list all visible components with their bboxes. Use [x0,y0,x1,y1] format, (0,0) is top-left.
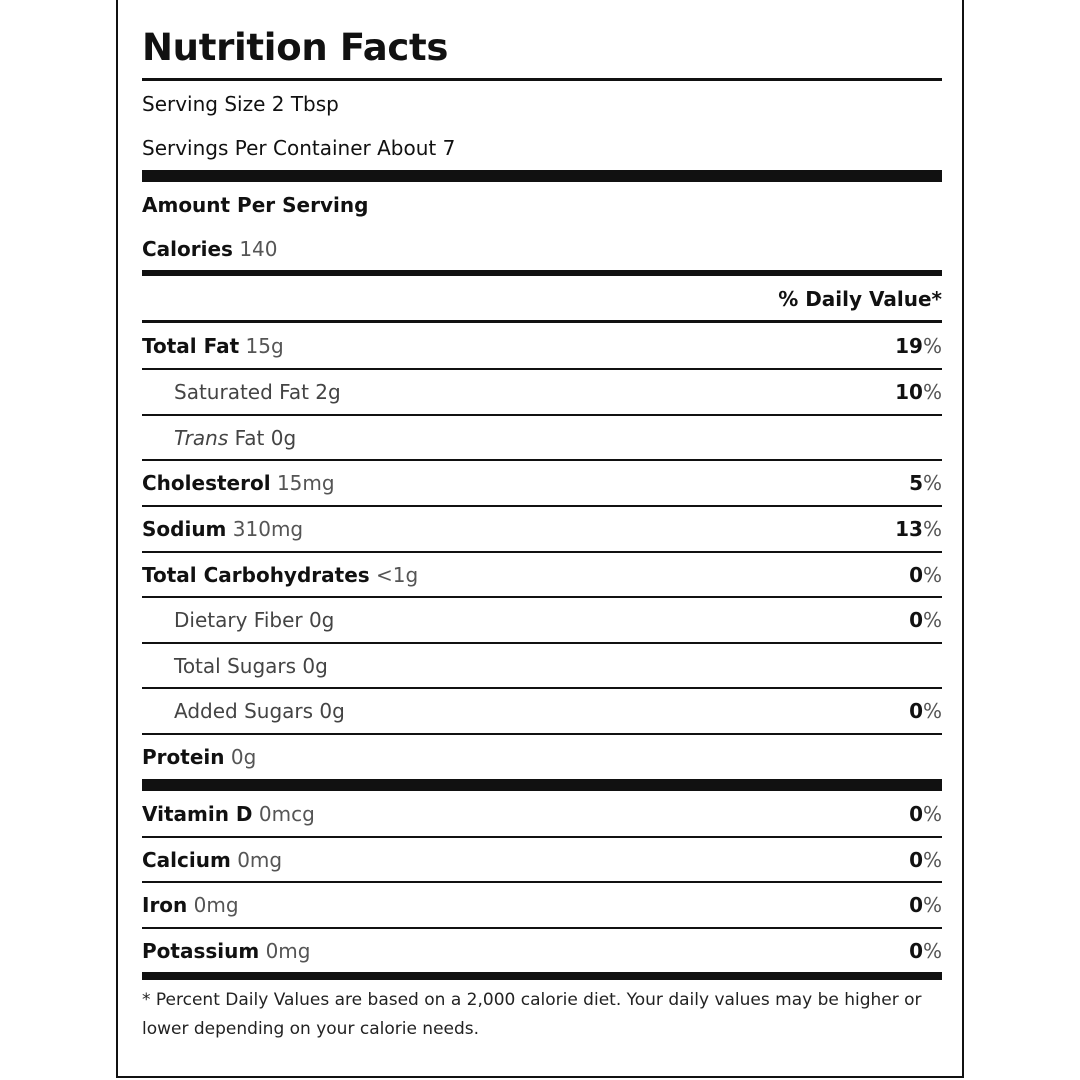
vitamin-pct: 0 [909,893,923,917]
vitamin-pct: 0 [909,802,923,826]
pct-symbol: % [922,380,942,404]
bottom-rule [142,972,942,980]
nutrient-row-saturated-fat [142,369,942,415]
nutrient-pct: 10 [895,380,923,404]
calories [142,226,278,272]
pct-symbol: % [922,802,942,826]
vitamin-amount: 0mg [237,848,283,872]
nutrient-amount: 0g [230,745,257,769]
nutrient-row-protein [142,734,942,780]
vitamin-pct: 0 [909,848,923,872]
thick-rule [142,779,942,791]
nutrient-label: Total Fat [142,334,240,358]
vitamin-amount: 0mg [265,939,311,963]
pct-symbol: % [922,334,942,358]
vitamin-row-iron [142,882,942,928]
nutrient-amount: <1g [376,563,419,587]
vitamin-amount: 0mg [193,893,239,917]
nutrient-row-cholesterol [142,460,942,506]
trans-italic: Trans [174,426,229,450]
pct-symbol: % [922,608,942,632]
nutrient-label: Cholesterol [142,471,271,495]
pct-symbol: % [922,517,942,541]
vitamin-amount: 0mcg [258,802,315,826]
vitamin-label: Potassium [142,939,260,963]
daily-value-header: % Daily Value* [778,287,942,311]
vitamin-row-vitamin-d [142,791,942,837]
nutrient-pct: 0 [909,699,923,723]
vitamin-row-potassium [142,928,942,974]
vitamin-label: Iron [142,893,188,917]
pct-symbol: % [922,563,942,587]
nutrient-label: Saturated Fat 2g [174,380,341,404]
footnote: * Percent Daily Values are based on a 2,000 calorie diet. Your daily values may be higher or lower depending on your calorie needs. [142,990,922,1039]
nutrient-row-dietary-fiber [142,597,942,643]
nutrient-pct: 5 [909,471,923,495]
daily-value-header-row [142,276,942,322]
nutrient-amount: 15mg [276,471,335,495]
nutrient-amount: 15g [245,334,284,358]
servings-per-container-row [142,125,942,171]
nutrient-row-total-sugars [142,643,942,689]
vitamin-label: Calcium [142,848,231,872]
amount-per-serving: Amount Per Serving [142,193,369,217]
label-title: Nutrition Facts [142,26,449,69]
nutrient-label: Total Carbohydrates [142,563,370,587]
servings-per-container: Servings Per Container About 7 [142,136,456,160]
calories-label: Calories [142,237,233,261]
serving-size: Serving Size 2 Tbsp [142,92,339,116]
calories-value: 140 [239,237,278,261]
nutrient-label: Total Sugars 0g [174,654,328,678]
nutrient-pct: 0 [909,563,923,587]
pct-symbol: % [922,939,942,963]
pct-symbol: % [922,848,942,872]
pct-symbol: % [922,893,942,917]
nutrient-label: Fat 0g [234,426,297,450]
vitamin-row-calcium [142,837,942,883]
pct-symbol: % [922,471,942,495]
nutrition-label [116,0,964,1078]
nutrient-label: Protein [142,745,225,769]
vitamin-pct: 0 [909,939,923,963]
pct-symbol: % [922,699,942,723]
nutrient-row-total-fat [142,323,942,369]
nutrient-label: Sodium [142,517,227,541]
vitamin-label: Vitamin D [142,802,253,826]
nutrient-pct: 13 [895,517,923,541]
nutrient-row-trans-fat [142,415,942,461]
amount-per-serving-row [142,182,942,228]
nutrient-label: Dietary Fiber 0g [174,608,335,632]
nutrient-pct: 19 [895,334,923,358]
nutrient-row-sodium [142,506,942,552]
nutrient-label: Added Sugars 0g [174,699,345,723]
serving-size-row [142,81,942,127]
nutrient-pct: 0 [909,608,923,632]
nutrient-row-added-sugars [142,688,942,734]
nutrient-row-total-carbohydrates [142,552,942,598]
thick-rule [142,170,942,182]
nutrient-amount: 310mg [232,517,304,541]
calories-row [142,226,942,272]
